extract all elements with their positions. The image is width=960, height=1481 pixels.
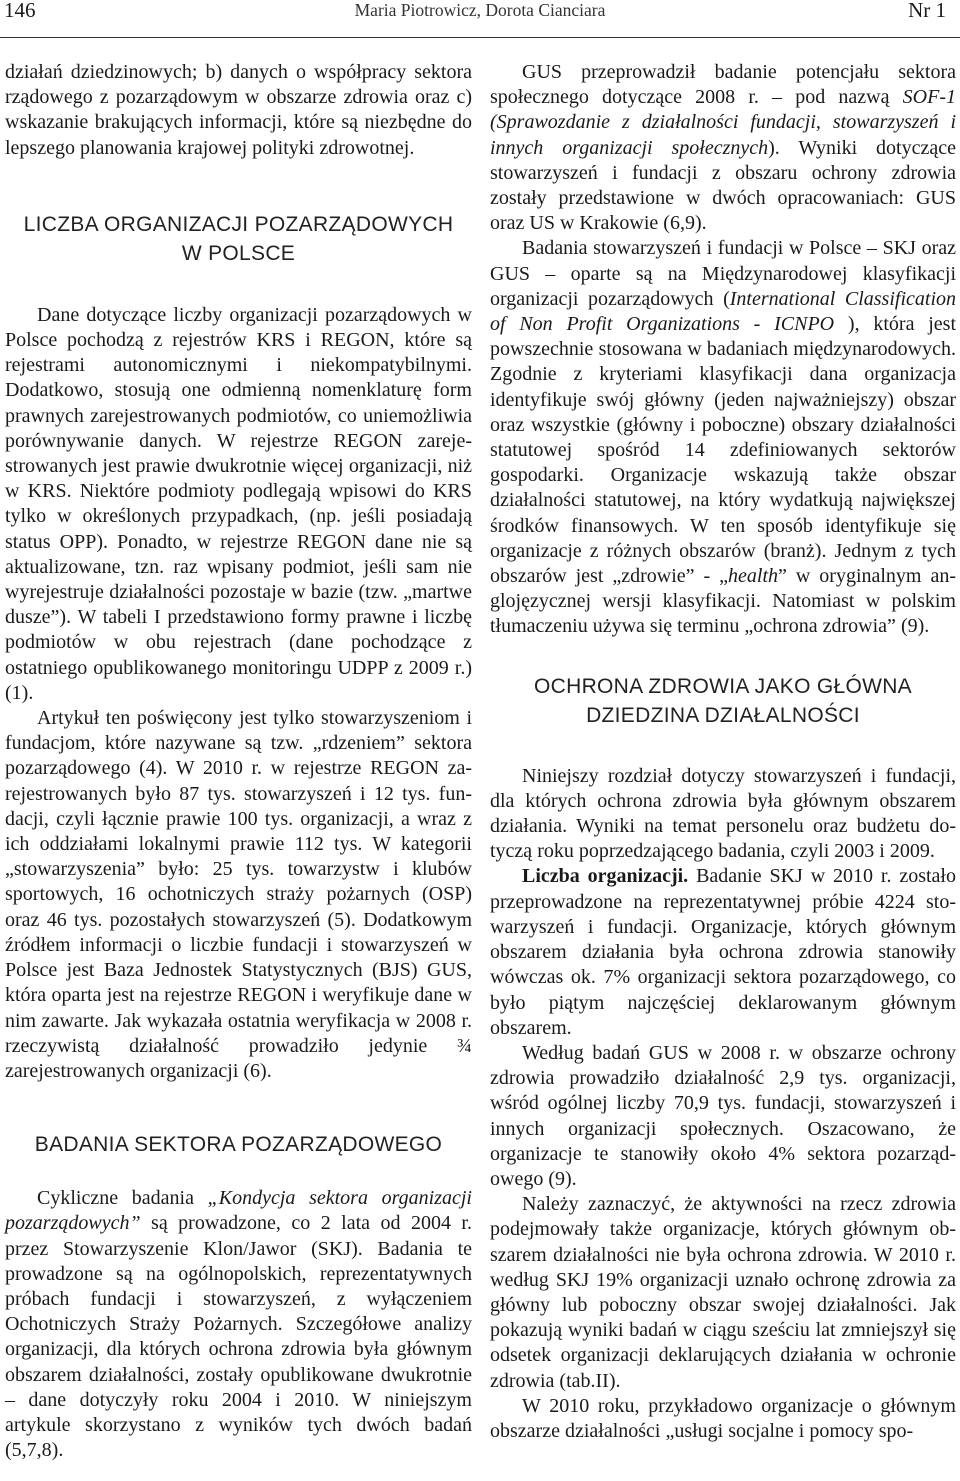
text-run: Cykliczne badania: [37, 1187, 208, 1210]
paragraph: W 2010 roku, przykładowo organizacje o głównym obszarze działalności „usługi socjalne i pomocy spo-: [490, 1394, 956, 1442]
section-heading: [5, 210, 472, 268]
paragraph: [490, 236, 956, 639]
issue-number: Nr 1: [908, 0, 946, 22]
page-number: 146: [4, 0, 36, 22]
text-run: Badania stowarzyszeń i fundacji w Polsce – SKJ oraz GUS – oparte są na Międzynarodowej klasyfikacji organizacji pozarządowych (: [490, 237, 956, 310]
section-heading: BADANIA SEKTORA POZARZĄDOWEGO: [34, 1133, 443, 1157]
text-run: GUS przeprowadził badanie potencjału sektora społecznego dotyczące 2008 r. – pod nazwą: [490, 61, 956, 109]
heading-line: OCHRONA ZDROWIA JAKO GŁÓWNA: [534, 674, 912, 698]
heading-line: DZIEDZINA DZIAŁALNOŚCI: [586, 703, 860, 727]
run-in-heading: Liczba organizacji.: [522, 865, 689, 888]
paragraph: [5, 1186, 472, 1463]
paragraph: Artykuł ten poświęcony jest tylko stowarzyszeniom i fundacjom, które nazywane są tzw. „rdzeniem” sektora pozarządowego (4). W 2010 r. w rejestrze REGON zarejestrowanych było 87 tys. stowarzyszeń i 12 tys. fundacji, czyli łącznie prawie 100 tys. organizacji, a wraz z ich oddziałami lokalnymi prawie 112 tys. W kategorii „stowarzyszenia” było: 25 tys. towarzystw i klubów sportowych, 16 ochotniczych straży pożarnych (OSP) oraz 46 tys. pozostałych stowarzyszeń (5). Dodatkowym źródłem informacji o liczbie fundacji i stowarzyszeń w Polsce jest Baza Jednostek Statystycznych (BJS) GUS, która oparta jest na rejestrze REGON i weryfikuje dane w nim zawarte. Jak wykazała ostatnia weryfikacja w 2008 r. rzeczywistą działalność prowadziło jedynie ¾ zarejestrowanych organizacji (6).: [5, 707, 472, 1082]
section-heading: [490, 672, 956, 730]
paragraph: [490, 864, 956, 1040]
paragraph: działań dziedzinowych; b) danych o współpracy sektora rządowego z pozarządowym w obszarze zdrowia oraz c) wskazanie brakujących informacji, które są niezbędne do lepszego planowania krajowej polityki zdrowotnej.: [5, 61, 472, 159]
paragraph: Według badań GUS w 2008 r. w obszarze ochrony zdrowia prowadziło działalność 2,9 tys. organizacji, wśród ogólnej liczby 70,9 tys. fundacji, stowarzyszeń i innych organizacji społecznych. Oszacowano, że organizacje te stanowiły około 4% sektora pozarządowego (9).: [490, 1041, 956, 1190]
heading-line: W POLSCE: [181, 241, 296, 265]
running-authors: Maria Piotrowicz, Dorota Cianciara: [354, 0, 606, 20]
paragraph: [490, 60, 956, 236]
text-run: Badanie SKJ w 2010 r. zostało przeprowadzone na reprezentatywnej próbie 4224 stowarzyszeń i fundacji. Organizacje, których głównym obszarem działania była ochrona zdrowia stanowiły wówczas ok. 7% organizacji sektora pozarządowego, co było piątym najczęściej deklarowanym głównym obszarem.: [490, 865, 956, 1039]
text-run: ). Wyniki dotyczące stowarzyszeń i fundacji z obszaru ochrony zdrowia zostały przedstawione w dwóch opracowaniach: GUS oraz US w Krakowie (6,9).: [490, 136, 956, 235]
paragraph: Niniejszy rozdział dotyczy stowarzyszeń i fundacji, dla których ochrona zdrowia była głównym obszarem działania. Wyniki na temat personelu oraz budżetu dotyczą roku poprzedzającego badania, czyli 2003 i 2009.: [490, 764, 956, 863]
text-run: ” w oryginalnym anglojęzycznej wersji klasyfikacji. Natomiast w polskim tłumaczeniu używa się terminu „ochrona zdrowia” (9).: [490, 565, 957, 638]
paragraph: Należy zaznaczyć, że aktywności na rzecz zdrowia podejmowały także organizacje, których głównym obszarem działalności nie była ochrona zdrowia. W 2010 r. według SKJ 19% organizacji uznało ochronę zdrowia za główny lub poboczny obszar swojej działalności. Jak pokazują wyniki badań w ciągu sześciu lat zmniejszył się odsetek organizacji deklarujących działania w ochronie zdrowia (tab.II).: [490, 1193, 956, 1392]
english-term: health: [728, 565, 779, 588]
running-header: [0, 0, 960, 40]
paragraph: Dane dotyczące liczby organizacji pozarządowych w Polsce pochodzą z rejestrów KRS i REGON, które są rejestrami autonomicznymi i niekompatybilnymi. Dodatkowo, stosują one odmienną nomenklaturę form prawnych zarejestrowanych podmiotów, co uniemożliwia porównywanie danych. W rejestrze REGON zarejestrowanych jest prawie dwukrotnie więcej organizacji, niż w KRS. Niektóre podmioty podlegają wpisowi do KRS tylko w określonych przypadkach, (np. jeśli posiadają status OPP). Ponadto, w rejestrze REGON dane nie są aktualizowane, tzn. raz wpisany podmiot, jeśli sam nie wyrejestruje działalności pozostaje w bazie (tzw. „martwe dusze”). W tabeli I przedstawiono formy prawne i liczbę podmiotów w obu rejestrach (dane pochodzące z ostatniego opublikowanego monitoringu UDPP z 2009 r.) (1).: [5, 303, 472, 704]
text-run: ), która jest powszechnie stosowana w badaniach międzynarodowych. Zgodnie z kryteriami klasyfikacji dana organizacja identyfikuje swój główny (jeden najważniejszy) obszar oraz wszystkie (główny i poboczne) obszary działalności statutowej spośród 14 zdefiniowanych sektorów gospodarki. Organizacje wskazują także obszar działalności statutowej, na który wydatkują największej środków finansowych. W ten sposób identyfikuje się organizacje z różnych obszarów (branż). Jednym z tych obszarów jest „zdrowie” - „: [490, 313, 956, 588]
header-rule: [0, 37, 960, 38]
report-name: SOF-1 (Sprawozdanie z działalności fundacji, stowarzyszeń i innych organizacji społecznych: [490, 86, 956, 159]
heading-line: LICZBA ORGANIZACJI POZARZĄDOWYCH: [23, 212, 454, 236]
classification-name: International Classification of Non Profit Organizations - ICNPO: [490, 287, 957, 336]
text-run: są prowadzone, co 2 lata od 2004 r. przez Stowarzyszenie Klon/Jawor (SKJ). Badania te prowadzone są na ogólnopolskich, reprezentatywnych próbach fundacji i stowarzyszeń, z wyłączeniem Ochotniczych Straży Pożarnych. Szczegółowe analizy organizacji, dla których ochrona zdrowia była głównym obszarem działalności, zostały opublikowane dwukrotnie – dane dotyczyły roku 2004 i 2010. W niniejszym artykule skorzystano z wyników tych dwóch badań (5,7,8).: [5, 1212, 472, 1462]
right-column: [490, 60, 956, 1444]
left-column: [5, 60, 472, 1463]
survey-title: „Kondycja sektora organizacji pozarządowych”: [5, 1187, 472, 1235]
